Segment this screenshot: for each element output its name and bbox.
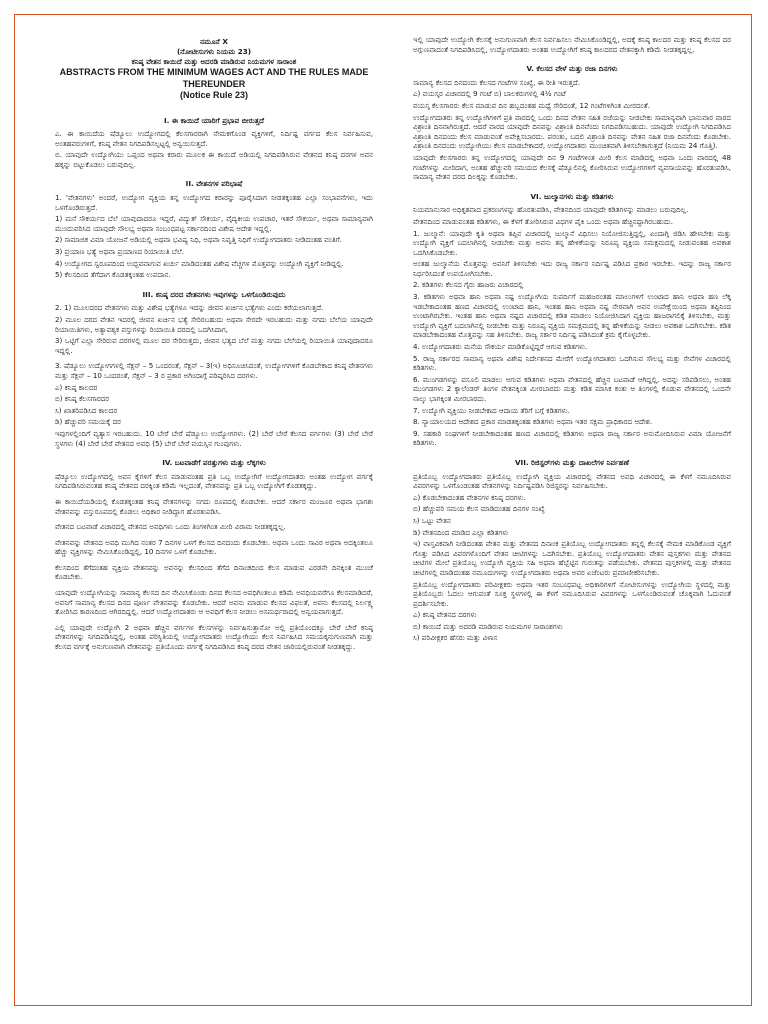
title-english-line2: THEREUNDER [182,78,246,89]
notice-rule-kn: (ನೋಟೀಸುಗಳು ನಿಯಮ 23) [177,47,251,56]
section-heading-1: I. ಈ ಕಾಯಿದೆ ಯಾರಿಗೆ ಪ್ರಭಾವ ಬೀರುತ್ತದೆ [163,115,265,125]
section-heading-7: VII. ರಿಜಿಸ್ಟರ್‌ಗಳು ಮತ್ತು ದಾಖಲೆಗಳ ನಿರ್ವಹಣೆ [514,457,630,467]
paragraph: 1) ಮನೆ ಸೌಕರ್ಯದ ಬೆಲೆ ಯಾವುದಾದರೂ ಇದ್ದರೆ, ವಿದ್ಯುತ್ ಸೌಕರ್ಯ, ವೈದ್ಯಕೀಯ ಉಪಚಾರ, ಇತರೆ ಸೌಕರ್ಯ, ಅಥವಾ ಸಾಮಾನ್ಯವಾಗಿ ಮುಂದುವರಿಸಿದ ಯಾವುದೇ ಸೌಲಭ್ಯ ಅಥವಾ ಸಂಬಂಧಪಟ್ಟ ಸರ್ಕಾರದಿಂದ ವಿಶೇಷ ಆದೇಶ ಇದ್ದಲ್ಲಿ. [55,214,373,233]
paragraph: 3) ಒಟ್ಟಿಗೆ ಎಲ್ಲಾ ಸೇರಿರುವ ದರಗಳಲ್ಲಿ ಮೂಲ ದರ ಸೇರಿರುತ್ತದು, ಜೀವನ ಭತ್ಯದ ಬೆಲೆ ಮತ್ತು ನಗದು ಬೆಲೆಯಲ್ಲಿ ರಿಯಾಯಿತಿ ಯಾವುದಾದರೂ ಇದ್ದಲ್ಲಿ. [55,336,373,355]
paragraph: 3. ಕಡಿತಗಳು ಅಥವಾ ಹಾನಿ ಅಥವಾ ನಷ್ಟ ಉದ್ಯೋಗಿಯ ಸುಪರ್ದಿಗೆ ಮಹಜರಂತಹ ಮಾಲುಗಳಿಗೆ ಉಂಟಾದ ಹಾನಿ ಅಥವಾ ಹಣ ಲೆಕ್ಕ ಇಡಬೇಕಾದಂತಹ ಹಣದ ವಿಚಾರದಲ್ಲಿ ಉಂಟಾದ ಹಾನಿ, ಇಂತಹ ಹಾನಿ ಅಥವಾ ನಷ್ಟ ನೇರವಾಗಿ ಅವನ ಉಪೇಕ್ಷೆಯಿಂದ ಅಥವಾ ತಪ್ಪಿನಿಂದ ಉಂಟಾಗಿರಬೇಕು. ಇಂತಹ ಹಾನಿ ಅಥವಾ ನಷ್ಟದ ವಿಚಾರದಲ್ಲಿ ಕಡಿತ ಮಾಡಲು ನಿಯೋಜಿಸಿದಾಗ ವ್ಯಕ್ತಿಯ ಹಾಜರಾಗಲಿಕ್ಕೆ ತಿಳಿಸಬೇಕು, ಮತ್ತು ಉದ್ಯೋಗಿ ವ್ಯಕ್ತಿಗೆ ಬದಲಾಗಿನಲ್ಲಿ ನೀಡಬೇಕು ಮತ್ತು ನಿರೂಪ್ಯ ವ್ಯಕ್ತಿಯ ಸಮಕ್ಷಮದಲ್ಲಿ ತನ್ನ ಹೇಳಿಕೆಯನ್ನು ನೀಡಲು ಅವಕಾಶ ಒದಗಿಸಬೇಕು. ಕಡಿತ ಮಾಡಬೇಕಾದಂತಹ ಮೊತ್ತವನ್ನು ಸಹ ತಿಳಿಸಬೇಕು. ರಾಜ್ಯ ಸರ್ಕಾರ ನಿರ್ದಿಷ್ಟ ಪಡಿಸಿದಂತೆ ಕ್ರಮ ಕೈಗೊಳ್ಳಬೇಕು. [413,292,731,340]
paragraph: ಇಲ್ಲಿ ಯಾವುದೇ ಉದ್ಯೋಗಿ ಕೆಲಸಕ್ಕೆ ಅನುಗುಣವಾಗಿ ಕೆಲಸ ನಿರ್ವಹಿಸಲು ನೇಮಿಸಿಕೊಂಡಿದ್ದಲ್ಲಿ, ಅದಕ್ಕೆ ಕನಿಷ್ಠ ಕಾಲದರ ಮತ್ತು ಕನಿಷ್ಠ ಕೆಲಸದ ದರ ಅಗ್ಗುಣವಾದಂತೆ ನಿಗದಿಪಡಿಸಿದಲ್ಲಿ, ಉದ್ಯೋಗದಾತರು ಅಂತಹ ಉದ್ಯೋಗಿಗೆ ಕನಿಷ್ಠ ಕಾಲದರದ ವೇತನಕ್ಕಾಗಿ ಕಡಿಮೆ ನೀಡತಕ್ಕದ್ದಲ್ಲ. [413,35,731,54]
paragraph: 2) ಸಾಮಾಜಿಕ ವಿಮಾ ಯೋಜನೆ ಅಡಿಯಲ್ಲಿ ಅಥವಾ ಭವಿಷ್ಯ ನಿಧಿ, ಅಥವಾ ನಿವೃತ್ತಿ ನಿಧಿಗೆ ಉದ್ಯೋಗದಾತರು ನೀಡಿದಂತಹ ವಂತಿಗೆ. [55,235,343,245]
paragraph: ಕೆಲಸದಿಂದ ತೆಗೆದಂತಹ ವ್ಯಕ್ತಿಯ ವೇತನವನ್ನು ಅವನನ್ನು ಕೆಲಸದಿಂದ ತೆಗೆದ ದಿನಾಂಕದಿಂದ ಕೆಲಸ ಮಾಡುವ ಎರಡನೇ ದಿನಕ್ಕಿಂತ ಮುಂಚೆ ಕೊಡಬೇಕು. [55,562,373,582]
paragraph: 2. 1) ಮೂಲದರದ ವೇತನಗಳು ಮತ್ತು ವಿಶೇಷ ಭತ್ಯೆಗಳೂ ಇದನ್ನು ಜೀವನ ಖರ್ಚಿನ ಭತ್ಯೆಗಳು ಎಂದು ಕರೆಯಲಾಗುತ್ತದೆ. [55,303,324,313]
paragraph: ಪ್ರತಿಯೊಬ್ಬ ಉದ್ಯೋಗದಾತರು ಪರಿವೀಕ್ಷಕರು ಅಥವಾ ಇತರ ಸಂಬಂಧಪಟ್ಟ ಅಧಿಕಾರಿಗಳಿಗೆ ನೋಟೀಸುಗಳನ್ನು ಉದ್ಯೋಗಿಯ ಸ್ಥಳದಲ್ಲಿ ಮತ್ತು ಪ್ರತಿಯೊಬ್ಬರು ಓದಲು ಆಗುವಂತೆ ಸೂಕ್ತ ಸ್ಥಳಗಳಲ್ಲಿ ಈ ಕೆಳಗೆ ನಮೂದಿಸಿರುವ ವಿವರಗಳನ್ನು ಒಳಗೊಂಡಿರುವಂತೆ ಚೊಕ್ಕವಾಗಿ ಓದುವಂತೆ ಪ್ರದರ್ಶಿಸಬೇಕು. [413,579,731,608]
paragraph: ಎ. ಈ ಕಾಯಿದೆಯ ಷೆಡ್ಯೂಲು ಉದ್ಯೋಗದಲ್ಲಿ ಕೆಲಸಗಾರರಾಗಿ ನೇಮಕಗೊಂಡ ವ್ಯಕ್ತಿಗಳಿಗೆ, ನಿರ್ದಿಷ್ಟ ವರ್ಗದ ಕೆಲಸ ನಿರ್ವಹಿಸುವ, ಅಂತಹವರುಗಳಿಗೆ, ಕನಿಷ್ಠ ವೇತನ ನಿಗದಿಪಡಿಸಲ್ಪಟ್ಟಲ್ಲಿ ಅನ್ವಯಿಸುತ್ತದೆ. [55,129,373,148]
title-english-line3: (Notice Rule 23) [179,90,248,100]
list-item: ಸಿ) ಖಾತರಿಪಡಿಸಿದ ಕಾಲದರ [55,405,118,415]
section-heading-4: IV. ಬಟವಾಡೆಗೆ ಪರತ್ತುಗಳು ಮತ್ತು ಲೆಕ್ಕಗಳು [162,458,266,468]
list-item: ಡಿ) ವೇತನದಿಂದ ಮಾಡಿದ ಎಲ್ಲಾ ಕಡಿತಗಳು [413,527,509,537]
paragraph: 5) ಕೆಲಸದಿಂದ ತೆಗೆದಾಗ ಕೊಡತಕ್ಕಂತಹ ಉಪದಾನ. [55,270,171,280]
left-column [55,37,373,997]
paragraph: ಪ್ರತಿಯೊಬ್ಬ ಉದ್ಯೋಗದಾತರು ಪ್ರತಿಯೊಬ್ಬ ಉದ್ಯೋಗಿ ವ್ಯಕ್ತಿಯ ವಿಚಾರದಲ್ಲಿ ವೇತನದ ಅವಧಿ ವಿಚಾರದಲ್ಲಿ ಈ ಕೆಳಗೆ ನಮೂದಿಸಿರುವ ವಿವರಗಳನ್ನು ಒಳಗೊಂಡಂತಹ ವೇತನಗಳನ್ನು ನಿರ್ದಿಷ್ಟಪಡಿಸಿ ರಿಜಿಸ್ಟರನ್ನು ನಿರ್ವಹಿಸಬೇಕು. [413,471,731,491]
paragraph: 1. ಜುಲ್ಮಾನೆ: ಯಾವುದೇ ಕೃತಿ ಅಥವಾ ತಪ್ಪಿನ ವಿಚಾರದಲ್ಲಿ ಜುಲ್ಮಾನೆ ವಿಧಿಸಲು ನಿಯೋಜಿಸುತ್ತಿದ್ದಲ್ಲಿ, ಏಂದಾಗ್ಗಿ ಜಿಡಿಸಿ ಹೇಳಬೇಕು ಮತ್ತು ಉದ್ಯೋಗಿ ವ್ಯಕ್ತಿಗೆ ಬದಲಾಗಿನಲ್ಲಿ ನೀಡಬೇಕು ಮತ್ತು ಅವನು ತನ್ನ ಹೇಳಿಕೆಯನ್ನು ನಿರೂಪ್ಯ ವ್ಯಕ್ತಿಯ ಸಮಕ್ಷಮದಲ್ಲಿ ನೀಡುವಂತಹ ಅವಕಾಶ ಒದಗಿಸಿಕೊಡಬೇಕು. [413,228,731,257]
list-item: ಬಿ) ಕನಿಷ್ಠ ಕೆಲಸಗಾರದರ [55,394,110,404]
paragraph: ವೇತನದ ಬಟವಾಡೆ ವಿಚಾರದಲ್ಲಿ ವೇತನದ ಅವಧಿಗಳು ಒಂದು ತಿಂಗಳಿಗಿಂತ ಮೀರಿ ವಿರಾಮ ನೀಡತಕ್ಕದ್ದಲ್ಲ. [55,522,286,532]
paragraph: ವೇತನವನ್ನು ವೇತನದ ಅವಧಿ ಮುಗಿದ ನಂತರ 7 ದಿನಗಳ ಒಳಗೆ ಕೆಲಸದ ದಿನದಂದು ಕೊಡಬೇಕು. ಅಥವಾ ಒಂದು ಸಾವಿರ ಅಥವಾ ಅದಕ್ಕಿಂತಲೂ ಹೆಚ್ಚು ವ್ಯಕ್ತಿಗಳನ್ನು ನೇಮಿಸಿಕೊಂಡಿದ್ದಲ್ಲಿ, 10 ದಿನಗಳ ಒಳಗೆ ಕೊಡಬೇಕು. [55,537,373,557]
paragraph: 6. ಮುಂಗಡಗಳನ್ನು ವಸೂಲಿ ಮಾಡಲು ಆಗುವ ಕಡಿತಗಳು ಅಥವಾ ವೇತನದಲ್ಲಿ ಹೆಚ್ಚಿನ ಬಟವಾಡೆ ಆಗಿದ್ದಲ್ಲಿ, ಅದನ್ನು ಸರಿಪಡಿಸಲು, ಅಂತಹ ಮುಂಗಡಗಳು 2 ಕ್ಯಾಲೆಂಡರ್ ತಿಂಗಳ ವೇತನಕ್ಕಿಂತ ಮೀರಬಾರದು ಮತ್ತು ಕಡಿತ ಮಾಸಿಕ ಕಂತು ಆ ತಿಂಗಳಲ್ಲಿ ಕೊಡುವ ವೇತನದಲ್ಲಿ ಒಂದನೇ ನಾಲ್ಕು ಭಾಗಕ್ಕಿಂತ ಮೀರಬಾರದು. [413,374,731,403]
paragraph: 5. ರಾಜ್ಯ ಸರ್ಕಾರದ ಸಾಮಾನ್ಯ ಅಥವಾ ವಿಶೇಷ ನಿರ್ದೇಶನದ ಮೇರೆಗೆ ಉದ್ಯೋಗದಾತರು ಒದಗಿಸುವ ಸೌಲಭ್ಯ ಮತ್ತು ಸೇವೆಗಳ ವಿಚಾರದಲ್ಲಿ ಕಡಿತಗಳು. [413,353,731,373]
paragraph: 4. ಉದ್ಯೋಗದಾತರು ಮನೆಯ ಸೌಕರ್ಯ ಮಾಡಿಕೊಟ್ಟಿದ್ದರೆ ಆಗುವ ಕಡಿತಗಳು. [413,342,588,352]
paragraph: ಉದ್ಯೋಗದಾತರು ತನ್ನ ಉದ್ಯೋಗಿಗಳಿಗೆ ಪ್ರತಿ ವಾರದಲ್ಲಿ ಒಂದು ದಿನದ ವೇತನ ಸಹಿತ ರಜೆಯನ್ನು ನೀಡಬೇಕು ಸಾಮಾನ್ಯವಾಗಿ ಭಾನುವಾರ ವಾರದ ವಿಶ್ರಾಂತಿ ದಿನವಾಗಿರುತ್ತದೆ. ಆದರೆ ವಾರದ ಯಾವುದೇ ದಿನವನ್ನು ವಿಶ್ರಾಂತಿ ದಿನವೆಂದು ನಿಗದಿಪಡಿಸಬಹುದು. ಯಾವುದೇ ಉದ್ಯೋಗಿ ನಿಗದಿಪಡಿಸಿದ ವಿಶ್ರಾಂತಿ ದಿನದಂದು ಕೆಲಸ ಮಾಡುವಂತೆ ಅಪೇಕ್ಷಿಸಬಾರದು. ಪರಂತು, ಬದಲಿ ವಿಶ್ರಾಂತಿ ದಿನವನ್ನು ವೇತನ ಸಹಿತ ರಜಾ ದಿನವೆಂದು ಕೊಡಬೇಕು. ವಿಶ್ರಾಂತಿ ದಿನದಂದು ಉದ್ಯೋಗಿಯು ಕೆಲಸ ಮಾಡಬೇಕಾದರೆ, ಉದ್ಯೋಗದಾತರು ಮುಂಚಿತವಾಗಿ ತಿಳಿಸಬೇಕಾಗುತ್ತದೆ (ನಿಯಮ 24 ಗೊತ್ತಿ). [413,112,731,151]
paragraph: ಎ) ವಯಸ್ಕರ ವಿಚಾರದಲ್ಲಿ 9 ಗಂಟೆ ಬಿ) ಬಾಲಕರುಗಳಲ್ಲಿ 4½ ಗಂಟೆ [413,89,566,99]
paragraph: 8. ನ್ಯಾಯಾಲಯದ ಆದೇಶದ ಪ್ರಕಾರ ಮಾಡತಕ್ಕಂತಹ ಕಡಿತಗಳು ಅಥವಾ ಇತರ ಸಕ್ಷಮ ಪ್ರಾಧಿಕಾರದ ಆದೇಶ. [413,417,653,427]
section-heading-5: V. ಕೆಲಸದ ವೇಳೆ ಮತ್ತು ರಜಾ ದಿನಗಳು [526,64,618,74]
paragraph: ಎಲ್ಲಿ ಯಾವುದೇ ಉದ್ಯೋಗಿ 2 ಅಥವಾ ಹೆಚ್ಚಿನ ವರ್ಗಗಳ ಕೆಲಸಗಳನ್ನು ನಿರ್ವಹಿಸುತ್ತಾನೋ ಅಲ್ಲಿ ಪ್ರತಿಯೊಂದಕ್ಕೂ ಬೇರೆ ಬೇರೆ ಕನಿಷ್ಠ ವೇತನಗಳನ್ನು ನಿಗದಿಪಡಿಸಿದ್ದಲ್ಲಿ, ಅಂತಹ ಪರಿಸ್ಥಿತಿಯಲ್ಲಿ ಉದ್ಯೋಗದಾತರು ಉದ್ಯೋಗಿಯು ಕೆಲಸ ನಿರ್ವಹಿಸಿದ ಸಮಯಕ್ಕನುಗುಣವಾಗಿ ಮತ್ತು ಕೆಲಸದ ವರ್ಗಕ್ಕೆ ಅನುಗುಣವಾಗಿ ವೇತನವನ್ನು ಪ್ರತಿಯೊಂದು ವರ್ಗಕ್ಕೆ ನಿಗದಿಪಡಿಸಿದ ಕನಿಷ್ಠ ದರದ ವೇತನ ಜಾರಿಯಲ್ಲಿರುವಂತೆ ನೀಡತಕ್ಕದ್ದು. [55,622,373,652]
list-item: ಸಿ) ಪರಿವೀಕ್ಷಕರ ಹೆಸರು ಮತ್ತು ವಿಳಾಸ [413,633,498,643]
paragraph: ಬಿ. ಯಾವುದೇ ಉದ್ಯೋಗಿಯು ಒಪ್ಪಂದ ಅಥವಾ ಕರಾರು ಮೂಲಕ ಈ ಕಾಯಿದೆ ಅಡಿಯಲ್ಲಿ ನಿಗದಿಪಡಿಸಿರುವ ವೇತನದ ಕನಿಷ್ಠ ದರಗಳ ಅವನ ಹಕ್ಕನ್ನು ಬಿಟ್ಟುಕೊಡಲು ಬರುವುದಿಲ್ಲ. [55,150,373,169]
paragraph: ನಿಯಮಾನುಸಾರ ಅಧಿಕೃತವಾದ ಪ್ರಕರಣಗಳನ್ನು ಹೊರತುಪಡಿಸಿ, ವೇತನದಿಂದ ಯಾವುದೇ ಕಡಿತಗಳನ್ನು ಮಾಡಲು ಬರುವುದಿಲ್ಲ. [413,205,689,215]
paragraph: ಷೆಡ್ಯೂಲು ಉದ್ಯೋಗದಲ್ಲಿ ಅವನ ಕೈಗಳಿಗೆ ಕೆಲಸ ಮಾಡುವಂತಹ ಪ್ರತಿ ಒಬ್ಬ ಉದ್ಯೋಗಿಗೆ ಉದ್ಯೋಗದಾತರು ಅಂತಹ ಉದ್ಯೋಗ ವರ್ಗಕ್ಕೆ ನಿಗದಿಪಡಿಸಿರುವಂತಹ ಕನಿಷ್ಠ ವೇತನದ ದರಕ್ಕಿಂತ ಕಡಿಮೆ ಇಲ್ಲದಂತೆ, ವೇತನವನ್ನು ಪ್ರತಿ ಒಬ್ಬ ಉದ್ಯೋಗಿಗೆ ಕೊಡತಕ್ಕದ್ದು. [55,471,373,491]
paragraph: 3. ಷೆಡ್ಯೂಲು ಉದ್ಯೋಗಗಳಲ್ಲಿ ಸೆಕ್ಷನ್ – 5 ಒಂದರಂತೆ, ಸೆಕ್ಷನ್ – 3(ಇ) ಅಧಿಸೂಚಿಸಿದಂತೆ, ಉದ್ಯೋಗಗಳಿಗೆ ಕೊಡಬೇಕಾದ ಕನಿಷ್ಠ ವೇತನಗಳು ಮತ್ತು ಸೆಕ್ಷನ್ – 10 ಒಂದರಂತೆ, ಸೆಕ್ಷನ್ – 3 ರ ಪ್ರಕಾರ ಅಗಿಂದಾಗ್ಗೆ ಪರಿಷ್ಕರಿಸಿದ ದರಗಳು. [55,361,373,380]
paragraph: 4) ಉದ್ಯೋಗದ ಸ್ವರೂಪದಿಂದ ಉದ್ಭವವಾಗುವ ಖರ್ಚು ಮಾಡಿದಂತಹ ವಿಶೇಷ ವೆಚ್ಚಗಳ ಮೊತ್ತವನ್ನು ಉದ್ಯೋಗಿ ವ್ಯಕ್ತಿಗೆ ನೀಡಿದ್ದಲ್ಲಿ. [55,258,344,268]
section-heading-3: III. ಕನಿಷ್ಠ ದರದ ವೇತನಗಳು ಇವುಗಳನ್ನು ಒಳಗೊಂಡಿರುವುದು [142,289,286,299]
paragraph: ಈ ಕಾಯಿದೆಯಡಿಯಲ್ಲಿ ಕೊಡತಕ್ಕಂತಹ ಕನಿಷ್ಠ ವೇತನಗಳನ್ನು ನಗದು ರೂಪದಲ್ಲಿ ಕೊಡಬೇಕು. ಆದರೆ ಸರ್ಕಾರ ಮಂಜೂರ ಅಥವಾ ಭಾಗಶಃ ವೇತನವನ್ನು ವಸ್ತುರೂಪದಲ್ಲಿ ಕೊಡಲು ಅಧಿಕಾರ ನೀಡಿದ್ದಾಗ ಹೊರತುಪಡಿಸಿ. [55,496,373,516]
list-item: ಬಿ) ಕಾಯಿದೆ ಮತ್ತು ಅದರಡಿ ಮಾಡಿರುವ ನಿಯಮಗಳ ಸಾರಾಂಶಗಳು [413,621,563,631]
paragraph: 7. ಉದ್ಯೋಗಿ ವ್ಯಕ್ತಿಯು ನೀಡಬೇಕಾದ ಆದಾಯ ತೆರಿಗೆ ಬಗ್ಗೆ ಕಡಿತಗಳು. [413,405,570,415]
paragraph: ಯಾವುದೇ ಉದ್ಯೋಗಿಯನ್ನು ಸಾಮಾನ್ಯ ಕೆಲಸದ ದಿನ ನೇಮಿಸಿಕೊಂಡು ದಿನದ ಕೆಲಸದ ಅವಧಿಗಿಂತಲೂ ಕಡಿಮೆ ಅವಧಿಯವರೆಗೂ ಕೆಲಸಮಾಡಿದರೆ, ಅವನಿಗೆ ಸಾಮಾನ್ಯ ಕೆಲಸದ ದಿನದ ಪೂರ್ಣ ವೇತನವನ್ನು ಕೊಡಬೇಕು. ಆದರೆ ಅವನು ಮಾಡುವ ಕೆಲಸದ ವಿಫಲತೆ, ಅವನು ಕೆಲಸದಲ್ಲಿ ನಿರ್ಲಕ್ಷ್ಯ ತೋರಿಸಿದ ಕಾರಣದಿಂದ ಆಗಿರದಿದ್ದಲ್ಲಿ. ಆದರೆ ಉದ್ಯೋಗದಾತರು ಆ ಅವಧಿಗೆ ಕೆಲಸ ನೀಡಲು ಅಸಮರ್ಥರಾದಲ್ಲಿ ಅನ್ವಯವಾಗುತ್ತದೆ. [55,588,373,617]
paragraph: 3) ಪ್ರಯಾಣ ಭತ್ಯೆ ಅಥವಾ ಪ್ರಯಾಣದ ರಿಯಾಯಿತಿ ಬೆಲೆ. [55,247,185,257]
list-item: ಎ) ಕನಿಷ್ಠ ಕಾಲದರ [55,382,98,392]
paragraph: 2. ಕಡಿತಗಳು ಕೆಲಸದ ಗೈರು ಹಾಜರು ವಿಚಾರದಲ್ಲಿ [413,280,524,290]
paragraph: ಇವುಗಳಲ್ಲಿಂದಿಗೆ ವ್ಯತ್ಯಾಸ ಇರಬಹುದು. 10 ಬೇರೆ ಬೇರೆ ಷೆಡ್ಯೂಲು ಉದ್ಯೋಗಗಳು. (2) ಬೇರೆ ಬೇರೆ ಕೆಲಸದ ವರ್ಗಗಳು (3) ಬೇರೆ ಬೇರೆ ಸ್ಥಳಗಳು (4) ಬೇರೆ ಬೇರೆ ವೇತನದ ಅವಧಿ (5) ಬೇರೆ ಬೇರೆ ವಯಸ್ಸಿನ ಗುಂಪುಗಳು. [55,428,373,448]
title-kannada: ಕನಿಷ್ಠ ವೇತನ ಕಾಯಿದೆ ಮತ್ತು ಅದರಡಿ ಮಾಡಿರುವ ನಿಯಮಗಳ ಸಾರಾಂಶ [131,57,297,66]
right-column [413,35,731,995]
list-item: ಸಿ) ಒಟ್ಟು ವೇತನ [413,515,451,525]
paragraph: 1. 'ವೇತನಗಳು' ಅಂದರೆ, ಉದ್ಯೋಗ ವ್ಯಕ್ತಿಯ ತನ್ನ ಉದ್ಯೋಗದ ಕರಾರನ್ನು ಪೂರೈಸಿದಾಗ ನೀಡತಕ್ಕಂತಹ ಎಲ್ಲಾ ಸಂಭಾವನೆಗಳು, ಇದು ಒಳಗೊಂಡಿರುತ್ತದೆ. [55,193,373,212]
form-number: ನಮೂನೆ X [200,37,228,46]
notice-border [14,14,752,1006]
section-heading-6: VI. ಜುಲ್ಮಾನಗಳು ಮತ್ತು ಕಡಿತಗಳು [530,191,614,201]
paragraph: ಇ) ವಾಸ್ತವಿಕವಾಗಿ ನೀಡಿದಂತಹ ವೇತನ ಮತ್ತು ವೇತನದ ದಿನಾಂಕ ಪ್ರತಿಯೊಬ್ಬ ಉದ್ಯೋಗದಾತರು ತನ್ನಲ್ಲಿ ಕೆಲಸಕ್ಕೆ ನೇಮಕ ಮಾಡಿಕೊಂಡ ವ್ಯಕ್ತಿಗೆ ಗೊತ್ತು ಪಡಿಸಿದ ವಿವರಗಳೊಂದಿಗೆ ವೇತನ ಚೀಟಿಗಳನ್ನು ಒದಗಿಸಬೇಕು. ಪ್ರತಿಯೊಬ್ಬ ಉದ್ಯೋಗದಾತರು ವೇತನ ಪುಸ್ತಕಗಳು ಮತ್ತು ವೇತನದ ಚೀಟಿಗಳ ಮೇಲೆ ಪ್ರತಿಯೊಬ್ಬ ಉದ್ಯೋಗಿ ವ್ಯಕ್ತಿಯ ಸಹಿ ಅಥವಾ ಹೆಬ್ಬೆಟ್ಟಿನ ಗುರುತನ್ನು ಪಡೆಯಬೇಕು. ವೇತನದ ಪುಸ್ತಕಗಳಲ್ಲಿ ಮತ್ತು ವೇತನದ ಚೀಟಿಗಳಲ್ಲಿ ಮಾಡಿದಂತಹ ನಮೂದುಗಳನ್ನು ಉದ್ಯೋಗದಾತರು ಅಥವಾ ಅವರ ಏಜೆಂಟರು ಪ್ರಮಾಣೀಕರಿಸಬೇಕು. [413,539,731,577]
document-title [55,37,373,102]
paragraph: ಯಾವುದೇ ಕೆಲಸಗಾರರು ತನ್ನ ಉದ್ಯೋಗದಲ್ಲಿ ಯಾವುದೇ ದಿನ 9 ಗಂಟೆಗಳಿಂತ ಮೀರಿ ಕೆಲಸ ಮಾಡಿದಲ್ಲಿ ಅಥವಾ ಒಂದು ವಾರದಲ್ಲಿ 48 ಗಂಟೆಗಳನ್ನು ಮೀರಿದಾಗ, ಅಂತಹ ಹೆಚ್ಚುವರಿ ಸಮಯದ ಕೆಲಸಕ್ಕೆ ಷೆಡ್ಯೂಲಿನಲ್ಲಿ ಕೋರಿಸಿರುವ ಉದ್ಯೋಗಗಳಿಗೆ ವ್ಯವಸಾಯವನ್ನು ಹೊರತುಪಡಿಸಿ, ಸಾಮಾನ್ಯ ವೇತನ ದರದ ದಿಲಕ್ಕನ್ನು ಕೊಡಬೇಕು. [413,152,731,182]
paragraph: ಅಂತಹ ಜುಲ್ಮಾನೆಯ ಮೊತ್ತವನ್ನು ಅವನಿಗೆ ತಿಳಿಸಬೇಕು ಇದು ರಾಜ್ಯ ಸರ್ಕಾರ ನಿರ್ದಿಷ್ಟ ಪಡಿಸಿದ ಪ್ರಕಾರ ಇರಬೇಕು. ಇದನ್ನು ರಾಜ್ಯ ಸರ್ಕಾರ ನಿರ್ಧರಿಸಿದಂತೆ ಉಪಯೋಗಿಸಬೇಕು. [413,259,731,278]
paragraph: 2) ಮೂಲ ದರದ ವೇತನ ಇದರಲ್ಲಿ ಜೀವನ ಖರ್ಚಿನ ಭತ್ಯೆ ಸೇರಿರಬಹುದು ಅಥವಾ ಸೇರದೇ ಇರಬಹುದು ಮತ್ತು ನಗದು ಬೆಲೆಯ ಯಾವುದೇ ರಿಯಾಯಿತಿಗಳು, ಅತ್ಯಾವಶ್ಯಕ ವಸ್ತುಗಳನ್ನು ರಿಯಾಯಿತಿ ದರದಲ್ಲಿ ಒದಗಿಸಿದಾಗ, [55,315,373,334]
paragraph: ಸಾಮಾನ್ಯ ಕೆಲಸದ ದಿನದಂದು ಕೆಲಸದ ಗಂಟೆಗಳ ಸಂಖ್ಯೆ, ಈ ರೀತಿ ಇರುತ್ತದೆ. [413,77,580,87]
paragraph: 9. ಸಹಕಾರಿ ಸಂಘಗಳಿಗೆ ನೀಡಬೇಕಾದಂತಹ ಹಣದ ವಿಚಾರದಲ್ಲಿ ಕಡಿತಗಳು ಅಥವಾ ರಾಜ್ಯ ಸರ್ಕಾರ ಅನುಮೋದಿಸಿರುವ ವಿಮಾ ಯೋಜನೆಗೆ ಕಡಿತಗಳು. [413,428,731,448]
list-item: ಡಿ) ಹೆಚ್ಚುವರಿ ಸಮಯಕ್ಕೆ ದರ [55,417,121,427]
list-item: ಎ) ಕನಿಷ್ಠ ವೇತನದ ದರಗಳು [413,610,477,620]
paragraph: ವೇತನದಿಂದ ಮಾಡುವಂತಹ ಕಡಿತಗಳು, ಈ ಕೆಳಗೆ ತೋರಿಸಿರುವ ವಿಧಗಳ ಪೈಕಿ ಒಂದು ಅಥವಾ ಹೆಚ್ಚಿನದ್ದಾಗಿರಬಹುದು. [413,216,674,226]
paragraph: ವಯಸ್ಕ ಕೆಲಸಗಾರರು ಕೆಲಸ ಮಾಡುವ ದಿನ ಹಬ್ಬದಂತಹ ಮಧ್ಯೆ ಸೇರಿದಂತೆ, 12 ಗಂಟೆಗಳಿಗಿಂತ ಮೀರದಂತೆ. [413,100,650,110]
title-english-line1: ABSTRACTS FROM THE MINIMUM WAGES ACT AND THE RULES MADE [59,67,369,77]
list-item: ಬಿ) ಹೆಚ್ಚುವರಿ ಸಮಯ ಕೆಲಸ ಮಾಡಿದಂತಹ ದಿನಗಳ ಸಂಖ್ಯೆ [413,504,545,514]
section-heading-2: II. ವೇತನಗಳ ಪರಿಭಾಷೆ [185,179,243,189]
list-item: ಎ) ಕೊಡಬೇಕಾದಂತಹ ವೇತನಗಳ ಕನಿಷ್ಠ ದರಗಳು. [413,492,526,502]
